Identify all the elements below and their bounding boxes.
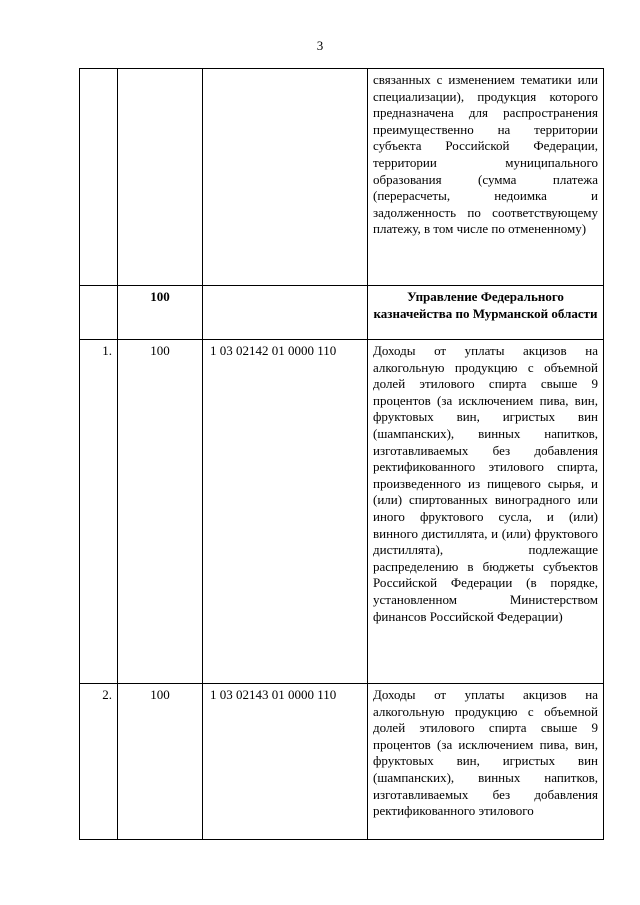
revenue-description: Доходы от уплаты акцизов на алкогольную продукцию с объемной долей этилового спирта свыше 9 процентов (за исключением пива, вин, фруктовых вин, игристых вин (шампанских), винных напитков, изготавливаемых без добавления ректификованного этилового [368,684,604,840]
budget-code [203,286,368,340]
revenue-table [79,68,604,840]
section-heading: Управление Федерального казначейства по Мурманской области [368,286,604,340]
table-row [80,69,604,286]
budget-code: 1 03 02143 01 0000 110 [203,684,368,840]
row-number: 1. [80,340,118,684]
table-row [80,340,604,684]
table-row [80,684,604,840]
revenue-description: Доходы от уплаты акцизов на алкогольную продукцию с объемной долей этилового спирта свыше 9 процентов (за исключением пива, вин, фруктовых вин, игристых вин (шампанских), винных напитков, изготавливаемых без добавления ректификованного этилового спирта, произведенного из пищевого сырья, и (или) спиртованных виноградного или иного фруктового сусла, и (или) винного дистиллята, и (или) фруктового дистиллята), подлежащие распределению в бюджеты субъектов Российской Федерации (в порядке, установленном Министерством финансов Российской Федерации) [368,340,604,684]
admin-code: 100 [118,684,203,840]
admin-code: 100 [118,340,203,684]
row-number [80,286,118,340]
budget-code: 1 03 02142 01 0000 110 [203,340,368,684]
page-number: 3 [316,38,324,53]
revenue-description: связанных с изменением тематики или специализации), продукция которого предназначена для распространения преимущественно на территории субъекта Российской Федерации, территории муниципального образования (сумма платежа (перерасчеты, недоимка и задолженность по соответствующему платежу, в том числе по отмененному) [368,69,604,286]
budget-code [203,69,368,286]
row-number: 2. [80,684,118,840]
admin-code: 100 [118,286,203,340]
admin-code [118,69,203,286]
table-row [80,286,604,340]
row-number [80,69,118,286]
